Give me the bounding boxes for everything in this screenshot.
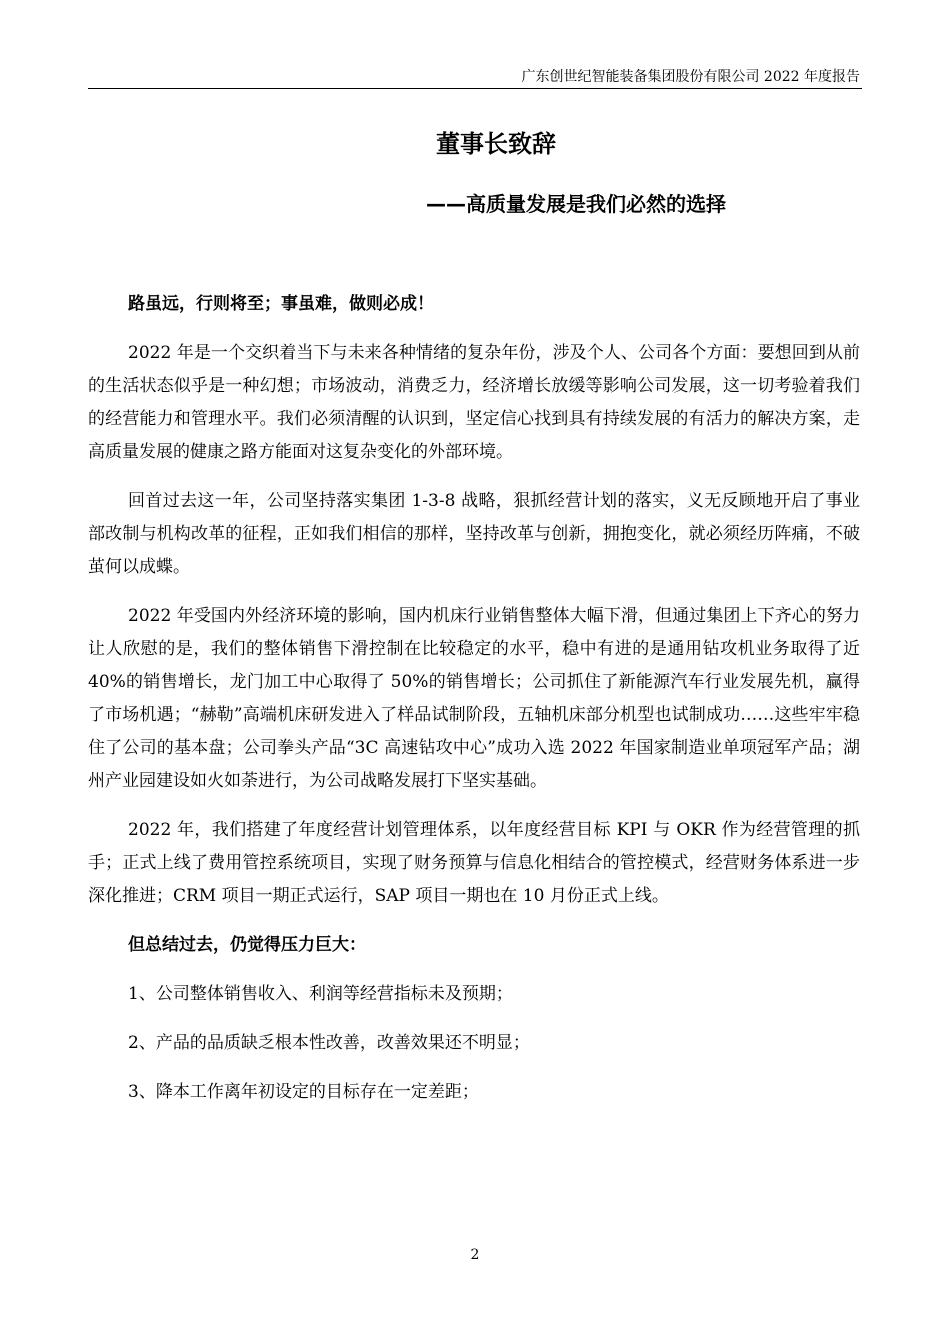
opening-line: 路虽远，行则将至；事虽难，做则必成！ — [128, 294, 434, 314]
header-text: 广东创世纪智能装备集团股份有限公司 2022 年度报告 — [521, 69, 860, 85]
page-number: 2 — [470, 1247, 480, 1263]
paragraph: 2022 年受国内外经济环境的影响，国内机床行业销售整体大幅下滑，但通过集团上下齐心的努力让人欣慰的是，我们的整体销售下滑控制在比较稳定的水平，稳中有进的是通用钻攻机业务取得了近 40%的销售增长，龙门加工中心取得了 50%的销售增长；公司抓住了新能源汽车行业发展先机，赢得了市场机遇；“赫勒”高端机床研发进入了样品试制阶段，五轴机床部分机型也试制成功……这些牢牢稳住了公司的基本盘；公司拳头产品“3C 高速钻攻中心”成功入选 2022 年国家制造业单项冠军产品；湖州产业园建设如火如荼进行，为公司战略发展打下坚实基础。 — [88, 606, 860, 791]
list-item: 2、产品的品质缺乏根本性改善，改善效果还不明显； — [128, 1033, 530, 1053]
list-item: 3、降本工作离年初设定的目标存在一定差距； — [128, 1082, 479, 1102]
page-title: 董事长致辞 — [436, 130, 556, 158]
paragraph: 2022 年是一个交织着当下与未来各种情绪的复杂年份，涉及个人、公司各个方面：要想回到从前的生活状态似乎是一种幻想；市场波动，消费乏力，经济增长放缓等影响公司发展，这一切考验着我们的经营能力和管理水平。我们必须清醒的认识到，坚定信心找到具有持续发展的有活力的解决方案，走高质量发展的健康之路方能面对这复杂变化的外部环境。 — [88, 343, 860, 462]
paragraph: 回首过去这一年，公司坚持落实集团 1-3-8 战略，狠抓经营计划的落实，义无反顾地开启了事业部改制与机构改革的征程，正如我们相信的那样，坚持改革与创新，拥抱变化，就必须经历阵痛，不破茧何以成蝶。 — [88, 491, 860, 577]
summary-heading: 但总结过去，仍觉得压力巨大： — [128, 935, 366, 955]
list-item: 1、公司整体销售收入、利润等经营指标未及预期； — [128, 984, 513, 1004]
page-subtitle: ——高质量发展是我们必然的选择 — [426, 192, 726, 216]
letter-body — [88, 288, 860, 1125]
page-header — [88, 64, 862, 89]
paragraph: 2022 年，我们搭建了年度经营计划管理体系，以年度经营目标 KPI 与 OKR 作为经营管理的抓手；正式上线了费用管控系统项目，实现了财务预算与信息化相结合的管控模式，经营财务体系进一步深化推进；CRM 项目一期正式运行，SAP 项目一期也在 10 月份正式上线。 — [88, 820, 860, 906]
